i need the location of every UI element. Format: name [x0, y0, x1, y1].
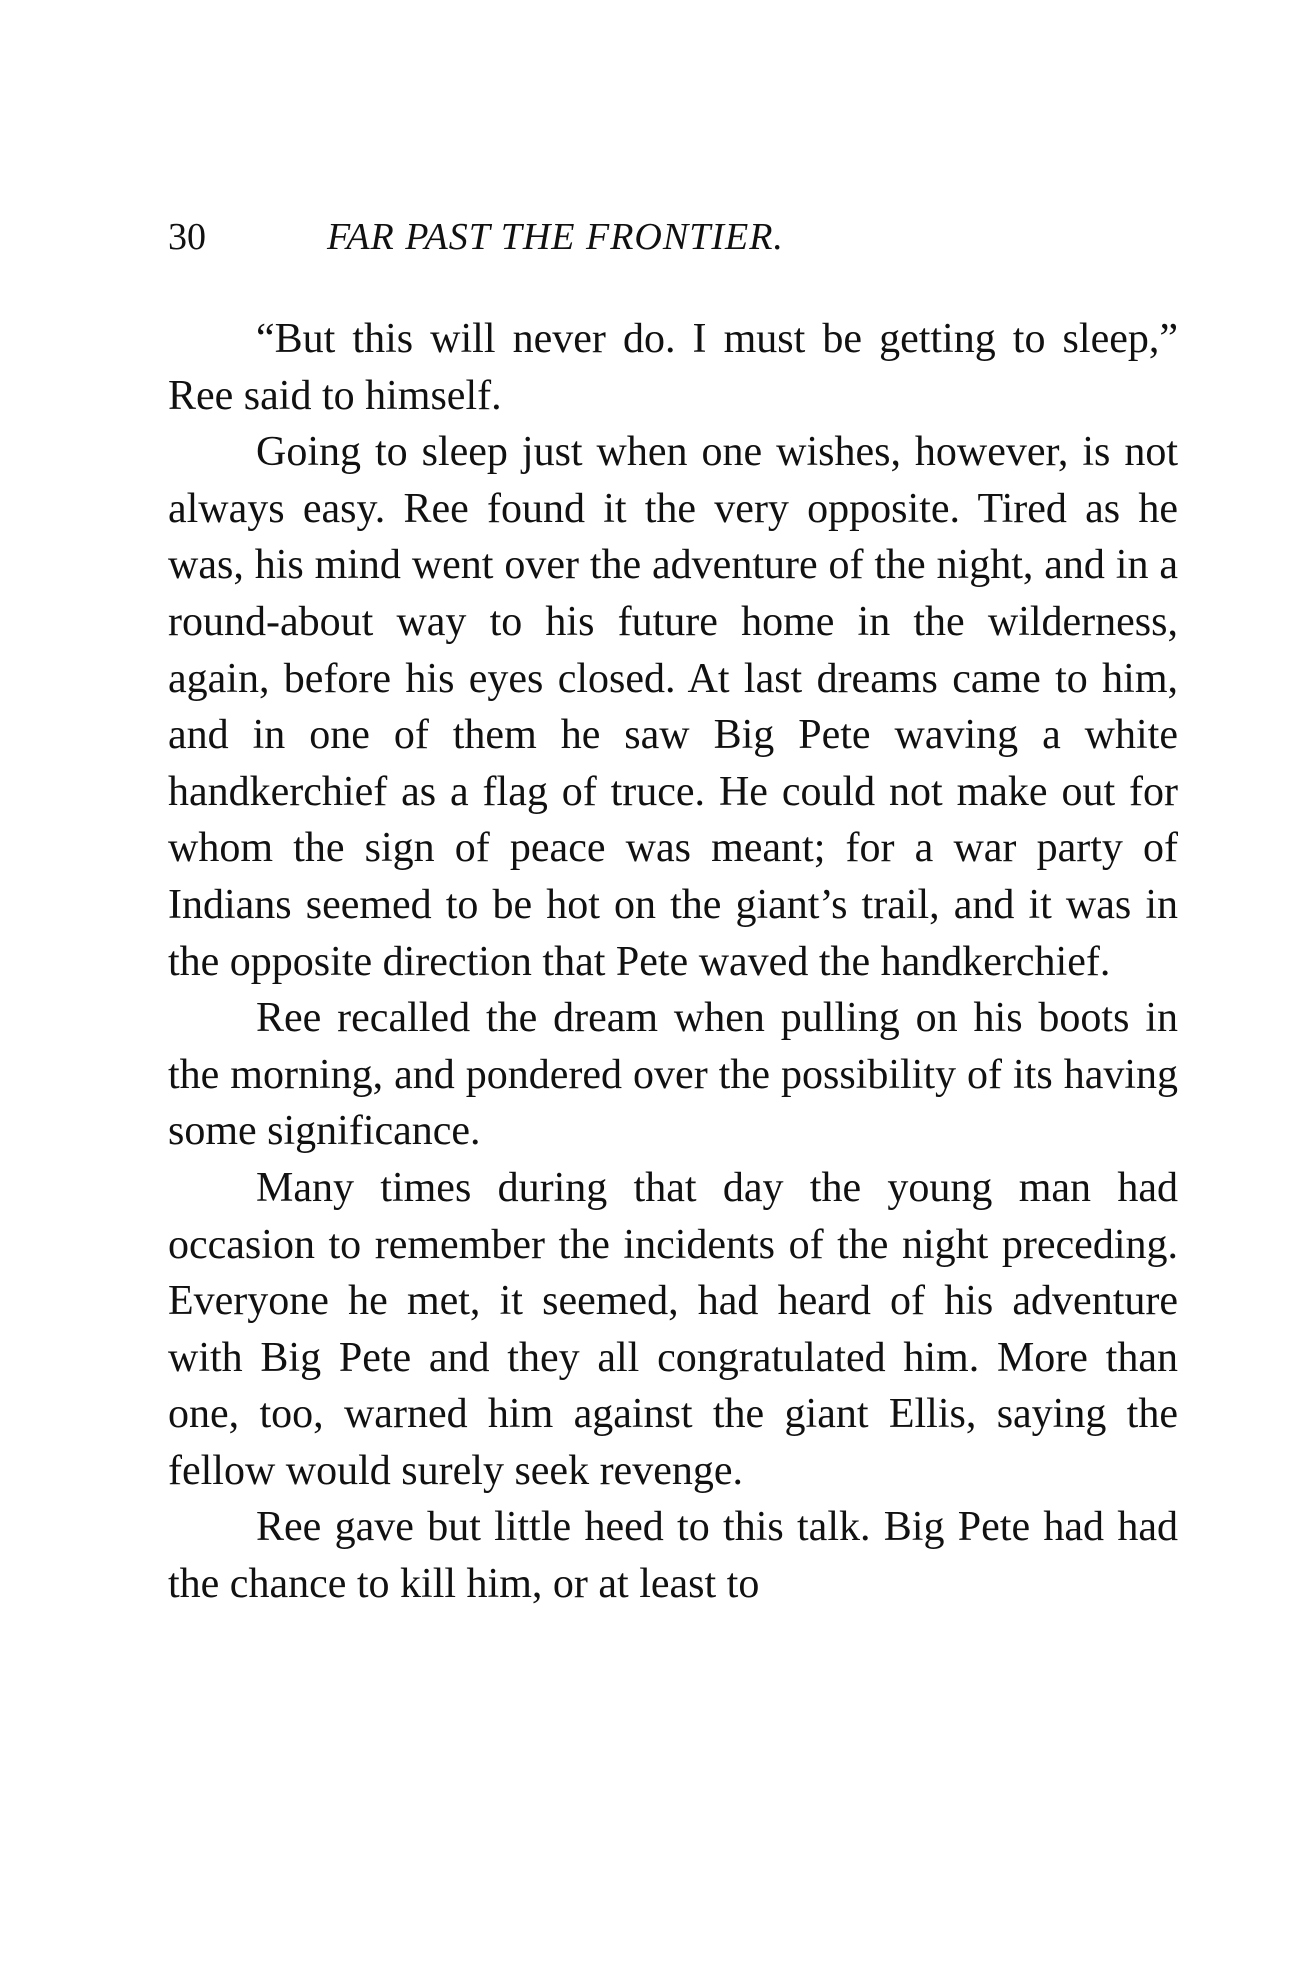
running-head — [168, 207, 1178, 267]
paragraph: Ree recalled the dream when pulling on his boots in the morning, and pondered over the possibility of its having some significance. — [168, 995, 1178, 1155]
page-number: 30 — [168, 216, 206, 258]
running-title: FAR PAST THE FRONTIER. — [327, 216, 784, 258]
paragraph: Going to sleep just when one wishes, however, is not always easy. Ree found it the very opposite. Tired as he was, his mind went over the adventure of the night, and in a round-about way to his future home in the wilderness, again, before his eyes closed. At last dreams came to him, and in one of them he saw Big Pete waving a white handkerchief as a flag of truce. He could not make out for whom the sign of peace was meant; for a war party of Indians seemed to be hot on the giant’s trail, and it was in the opposite direction that Pete waved the handkerchief. — [168, 429, 1178, 985]
body-text — [168, 311, 1178, 1613]
paragraph: Many times during that day the young man had occasion to remember the incidents of the night preceding. Everyone he met, it seemed, had heard of his adventure with Big Pete and they all congratulated him. More than one, too, warned him against the giant Ellis, saying the fellow would surely seek revenge. — [168, 1164, 1178, 1494]
paragraph: “But this will never do. I must be getting to sleep,” Ree said to himself. — [168, 316, 1178, 419]
paragraph: Ree gave but little heed to this talk. Big Pete had had the chance to kill him, or at least to — [168, 1504, 1178, 1608]
